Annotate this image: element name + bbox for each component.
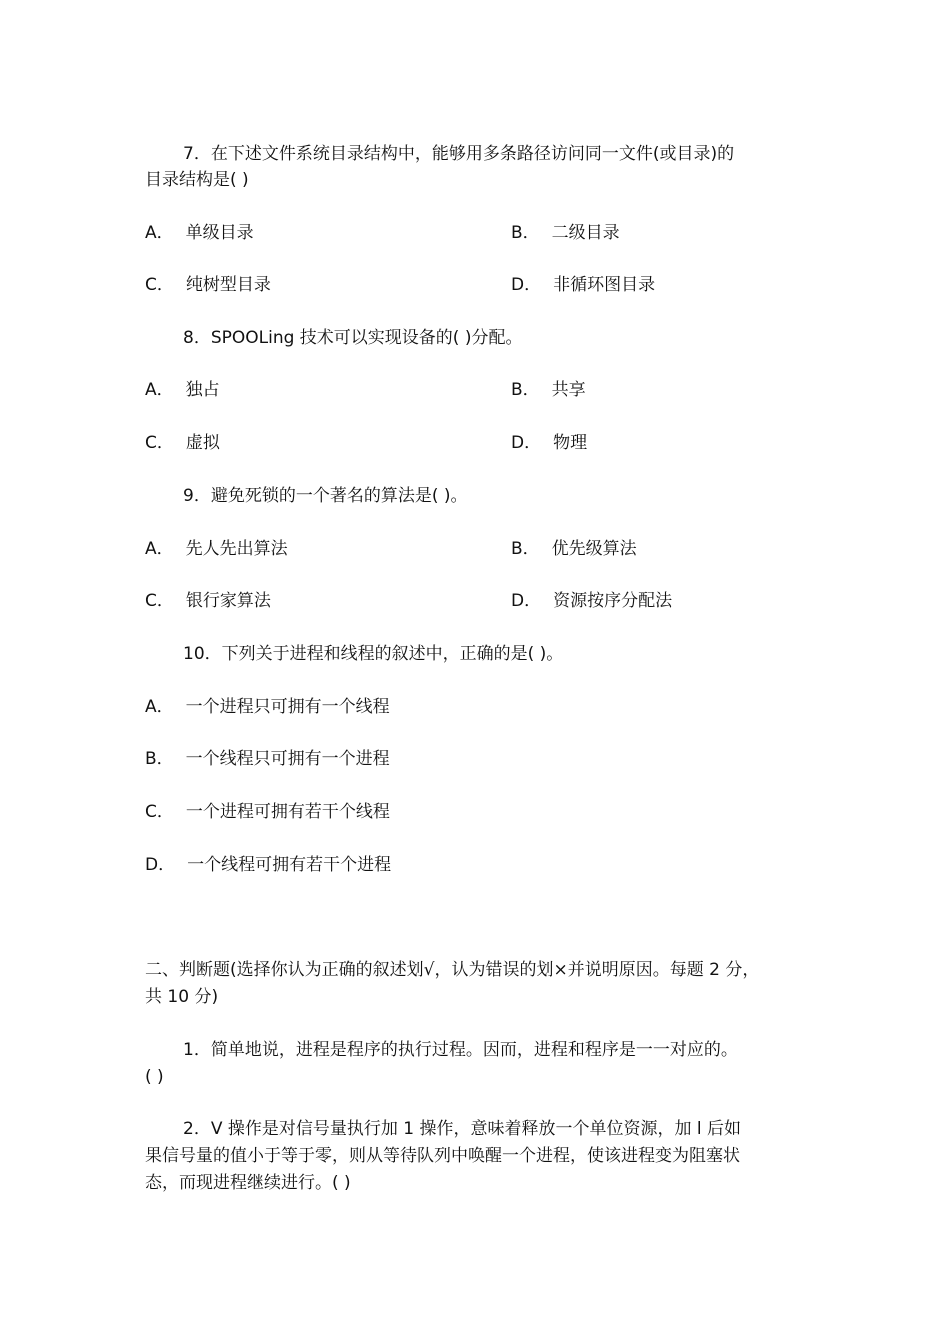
question-10-stem: 10．下列关于进程和线程的叙述中，正确的是( )。 (183, 644, 564, 664)
question-7-stem: 7．在下述文件系统目录结构中，能够用多条路径访问同一文件(或目录)的 (183, 144, 735, 164)
question-7-option-c (145, 272, 271, 298)
option-letter: A． (145, 223, 174, 243)
question-7-option-a (145, 220, 254, 246)
option-text: 资源按序分配法 (553, 591, 673, 611)
question-10-option-b (145, 746, 390, 772)
option-letter: C． (145, 433, 174, 453)
question-9-option-d (511, 588, 672, 614)
option-text: 独占 (185, 380, 220, 400)
option-text: 物理 (553, 433, 588, 453)
option-text: 一个线程可拥有若干个进程 (187, 855, 392, 875)
option-text: 一个进程可拥有若干个线程 (185, 802, 390, 822)
option-letter: C． (145, 591, 174, 611)
question-10-option-a (145, 694, 390, 720)
option-text: 先人先出算法 (185, 539, 288, 559)
judge-2-stem: 2．V 操作是对信号量执行加 1 操作，意味着释放一个单位资源，加 l 后如 (183, 1119, 742, 1139)
judge-1-stem: 1．简单地说，进程是程序的执行过程。因而，进程和程序是一一对应的。 (183, 1040, 738, 1060)
question-9-option-c (145, 588, 271, 614)
option-text: 二级目录 (551, 223, 620, 243)
option-letter: A． (145, 539, 174, 559)
option-letter: B． (145, 749, 174, 769)
question-9-option-b (511, 536, 637, 562)
judge-1-answer-blank: ( ) (145, 1067, 164, 1087)
question-7-stem-cont: 目录结构是( ) (145, 170, 249, 190)
question-8-option-d (511, 430, 587, 456)
option-text: 虚拟 (185, 433, 220, 453)
question-8-option-b (511, 377, 586, 403)
question-9-stem: 9．避免死锁的一个著名的算法是( )。 (183, 486, 468, 506)
judge-2-stem-cont-2: 态，而现进程继续进行。( ) (145, 1173, 351, 1193)
option-letter: A． (145, 697, 174, 717)
option-text: 非循环图目录 (553, 275, 656, 295)
section-2-heading-cont: 共 10 分) (145, 987, 219, 1007)
judge-2-stem-cont: 果信号量的值小于等于零，则从等待队列中唤醒一个进程，使该进程变为阻塞状 (145, 1146, 740, 1166)
option-letter: A． (145, 380, 174, 400)
option-text: 一个进程只可拥有一个线程 (185, 697, 390, 717)
question-8-option-c (145, 430, 220, 456)
question-9-option-a (145, 536, 288, 562)
question-8-option-a (145, 377, 220, 403)
option-text: 共享 (551, 380, 586, 400)
option-letter: D． (145, 855, 176, 875)
option-letter: B． (511, 223, 540, 243)
option-letter: C． (145, 275, 174, 295)
question-7-option-d (511, 272, 655, 298)
option-text: 单级目录 (185, 223, 254, 243)
question-8-stem: 8．SPOOLing 技术可以实现设备的( )分配。 (183, 328, 523, 348)
option-letter: D． (511, 433, 542, 453)
section-2-heading: 二、判断题(选择你认为正确的叙述划√，认为错误的划×并说明原因。每题 2 分， (145, 960, 760, 980)
option-text: 一个线程只可拥有一个进程 (185, 749, 390, 769)
option-letter: C． (145, 802, 174, 822)
question-7-option-b (511, 220, 620, 246)
option-letter: B． (511, 380, 540, 400)
question-10-option-c (145, 799, 390, 825)
option-text: 银行家算法 (185, 591, 271, 611)
option-text: 纯树型目录 (185, 275, 271, 295)
option-letter: B． (511, 539, 540, 559)
option-letter: D． (511, 275, 542, 295)
option-text: 优先级算法 (551, 539, 637, 559)
question-10-option-d (145, 852, 391, 878)
option-letter: D． (511, 591, 542, 611)
